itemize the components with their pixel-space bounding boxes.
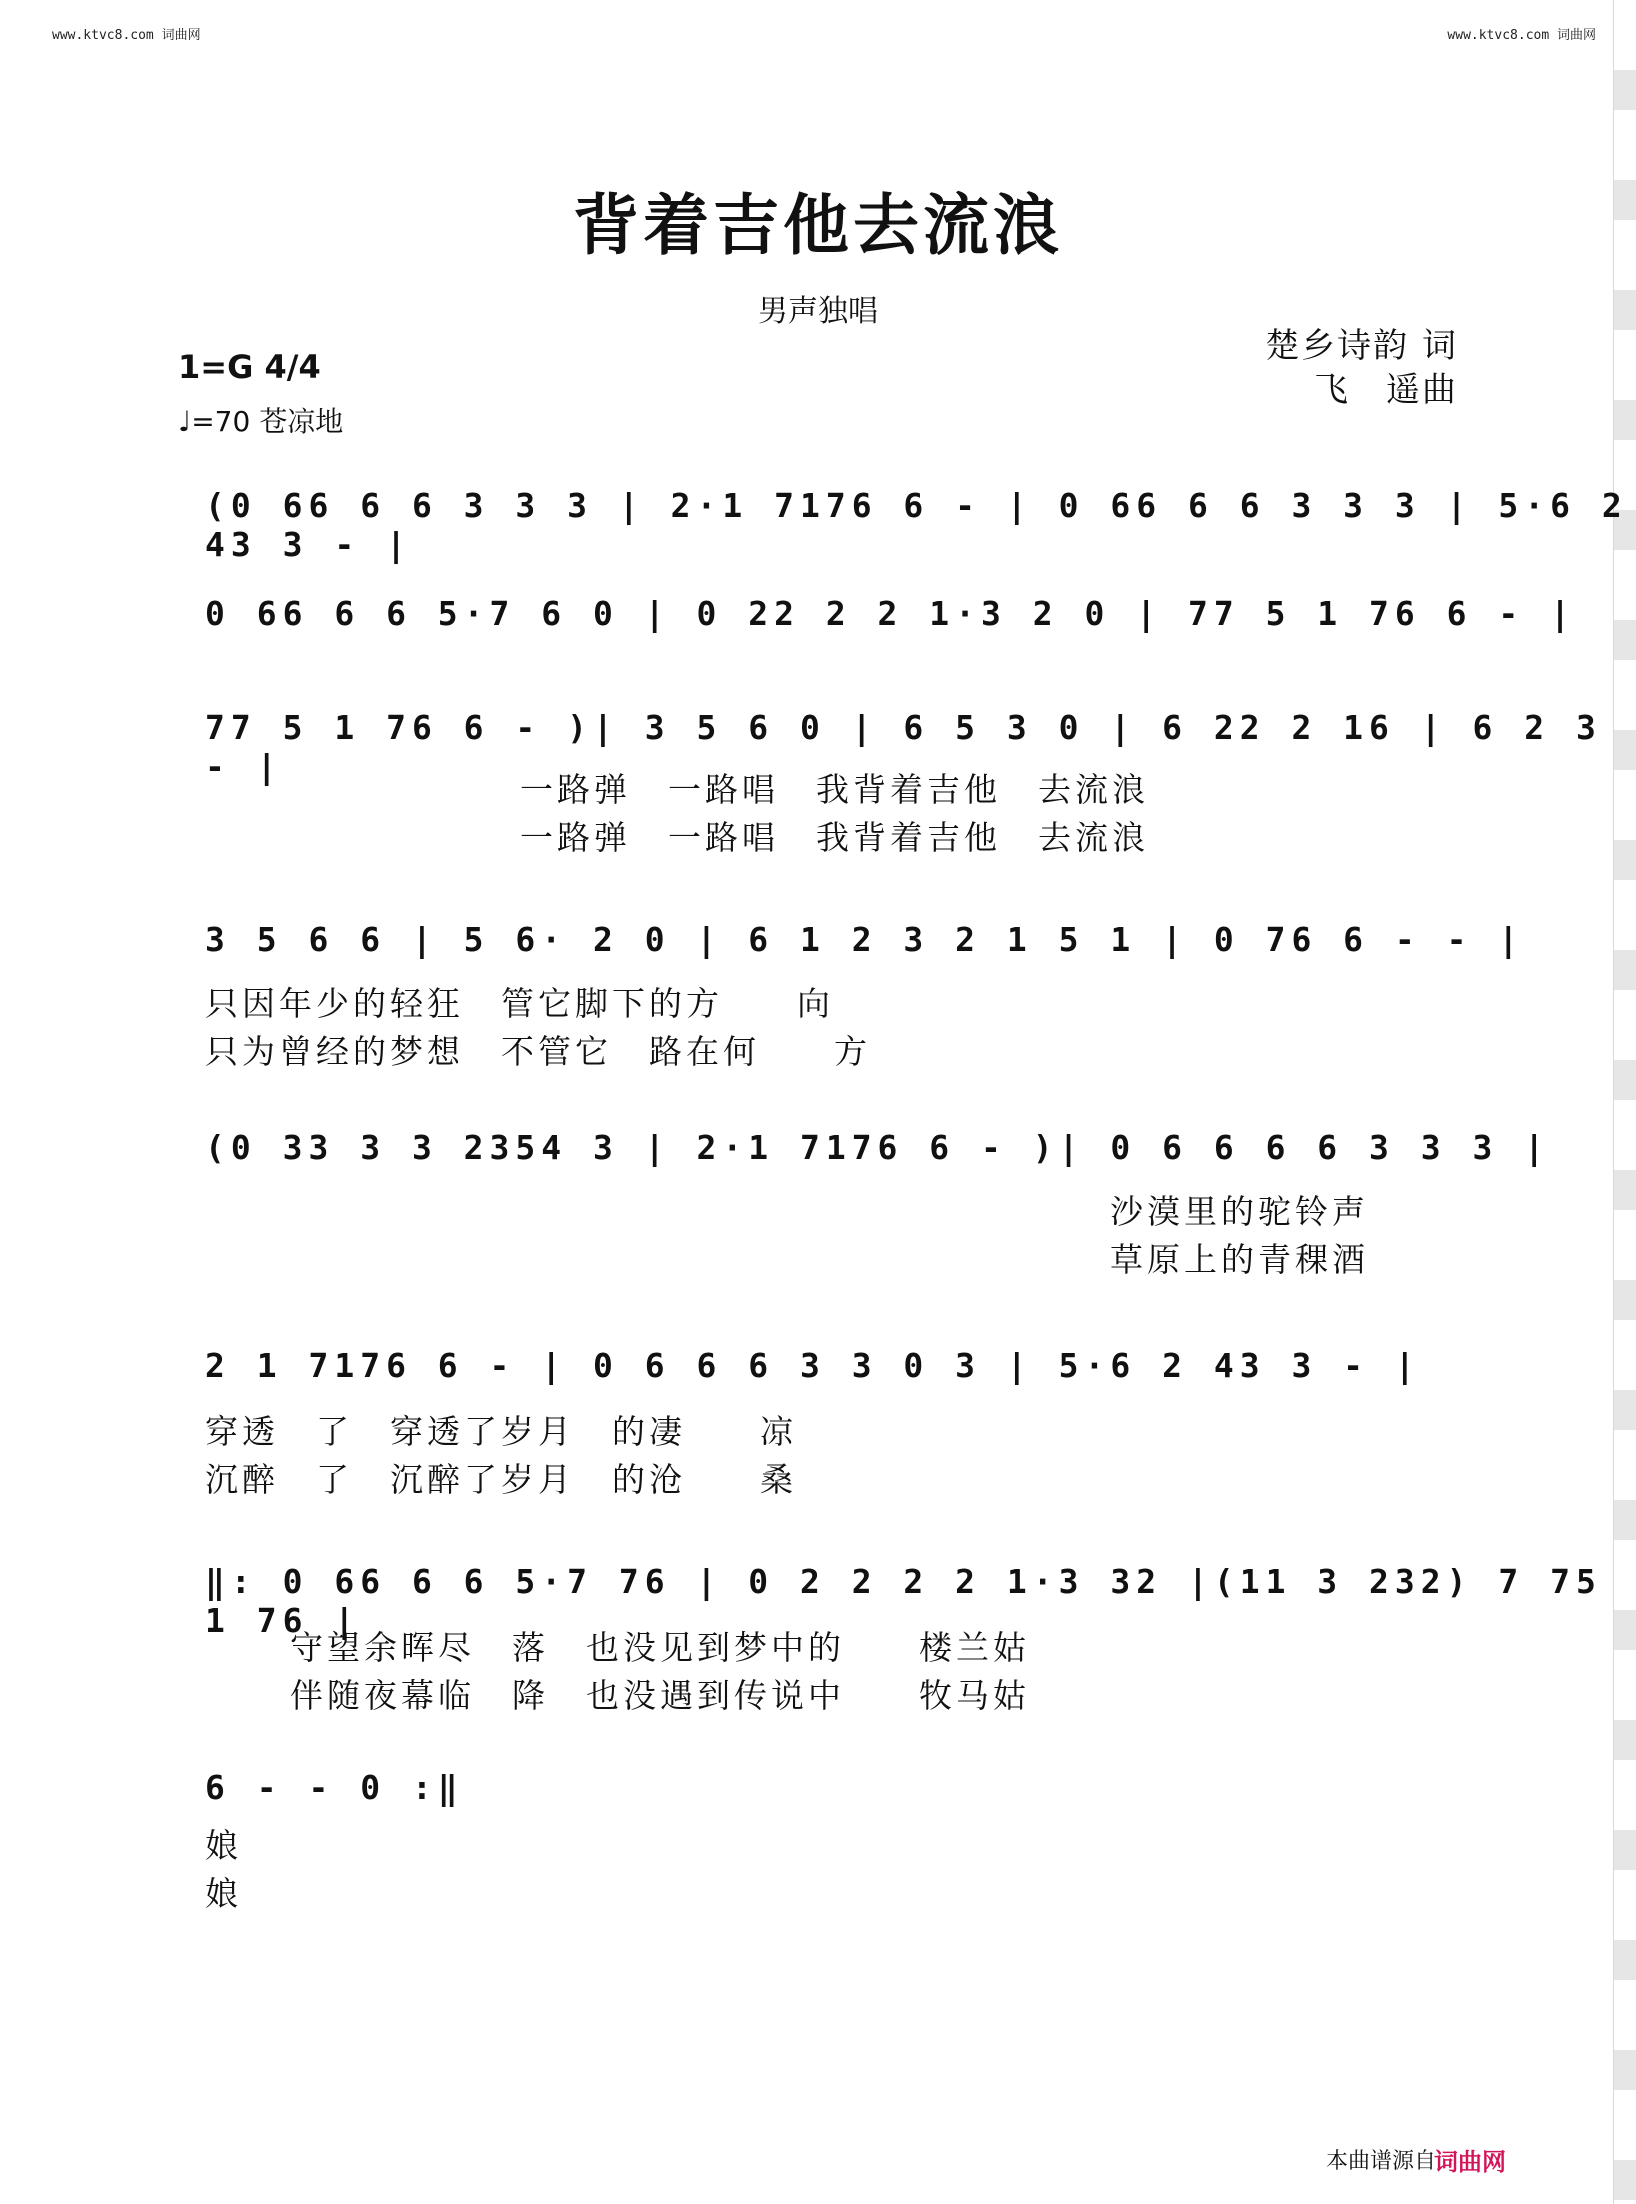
staff-row-4: 3 5 6 6 | 5 6· 2 0 | 6 1 2 3 2 1 5 1 | 0 76 6 - - | bbox=[205, 920, 1525, 959]
lyrics-row-3-verse-1: 一路弹 一路唱 我背着吉他 去流浪 bbox=[520, 770, 1149, 809]
song-subtitle: 男声独唱 bbox=[758, 294, 878, 329]
staff-row-1: (0 66 6 6 3 3 3 | 2·1 7176 6 - | 0 66 6 6 3 3 3 | 5·6 2 43 3 - | bbox=[205, 486, 1628, 564]
lyrics-row-5-verse-2: 草原上的青稞酒 bbox=[1110, 1240, 1369, 1279]
lyricist-credit: 楚乡诗韵 词 bbox=[1265, 326, 1458, 366]
page-edge-strip bbox=[1613, 0, 1636, 2204]
lyrics-row-3-verse-2: 一路弹 一路唱 我背着吉他 去流浪 bbox=[520, 818, 1149, 857]
staff-row-2: 0 66 6 6 5·7 6 0 | 0 22 2 2 1·3 2 0 | 77 5 1 76 6 - | bbox=[205, 594, 1576, 633]
site-watermark-left: www.ktvc8.com 词曲网 bbox=[52, 28, 201, 43]
site-watermark-right: www.ktvc8.com 词曲网 bbox=[1447, 28, 1596, 43]
composer-credit: 飞 遥曲 bbox=[1314, 370, 1458, 410]
lyrics-row-8-verse-2: 娘 bbox=[205, 1874, 242, 1913]
lyrics-row-4-verse-1: 只因年少的轻狂 管它脚下的方 向 bbox=[205, 984, 834, 1023]
lyrics-row-7-verse-1: 守望余晖尽 落 也没见到梦中的 楼兰姑 bbox=[290, 1628, 1030, 1667]
lyrics-row-6-verse-1: 穿透 了 穿透了岁月 的凄 凉 bbox=[205, 1412, 797, 1451]
staff-row-7: ‖: 0 66 6 6 5·7 76 | 0 2 2 2 2 1·3 32 |(11 3 232) 7 75 1 76 | bbox=[205, 1562, 1602, 1640]
lyrics-row-8-verse-1: 娘 bbox=[205, 1826, 242, 1865]
lyrics-row-5-verse-1: 沙漠里的驼铃声 bbox=[1110, 1192, 1369, 1231]
tempo-marking: ♩=70 苍凉地 bbox=[178, 405, 344, 438]
song-title: 背着吉他去流浪 bbox=[573, 186, 1063, 264]
source-site-logo[interactable]: 词曲网 bbox=[1434, 2148, 1506, 2176]
source-label: 本曲谱源自 bbox=[1325, 2149, 1436, 2174]
staff-row-8: 6 - - 0 :‖ bbox=[205, 1768, 464, 1807]
lyrics-row-6-verse-2: 沉醉 了 沉醉了岁月 的沧 桑 bbox=[205, 1460, 797, 1499]
staff-row-6: 2 1 7176 6 - | 0 6 6 6 3 3 0 3 | 5·6 2 43 3 - | bbox=[205, 1346, 1421, 1385]
key-signature: 1=G 4/4 bbox=[178, 348, 321, 386]
lyrics-row-7-verse-2: 伴随夜幕临 降 也没遇到传说中 牧马姑 bbox=[290, 1676, 1030, 1715]
lyrics-row-4-verse-2: 只为曾经的梦想 不管它 路在何 方 bbox=[205, 1032, 871, 1071]
staff-row-3: 77 5 1 76 6 - )| 3 5 6 0 | 6 5 3 0 | 6 22 2 16 | 6 2 3 - | bbox=[205, 708, 1602, 786]
staff-row-5: (0 33 3 3 2354 3 | 2·1 7176 6 - )| 0 6 6 6 6 3 3 3 | bbox=[205, 1128, 1551, 1167]
